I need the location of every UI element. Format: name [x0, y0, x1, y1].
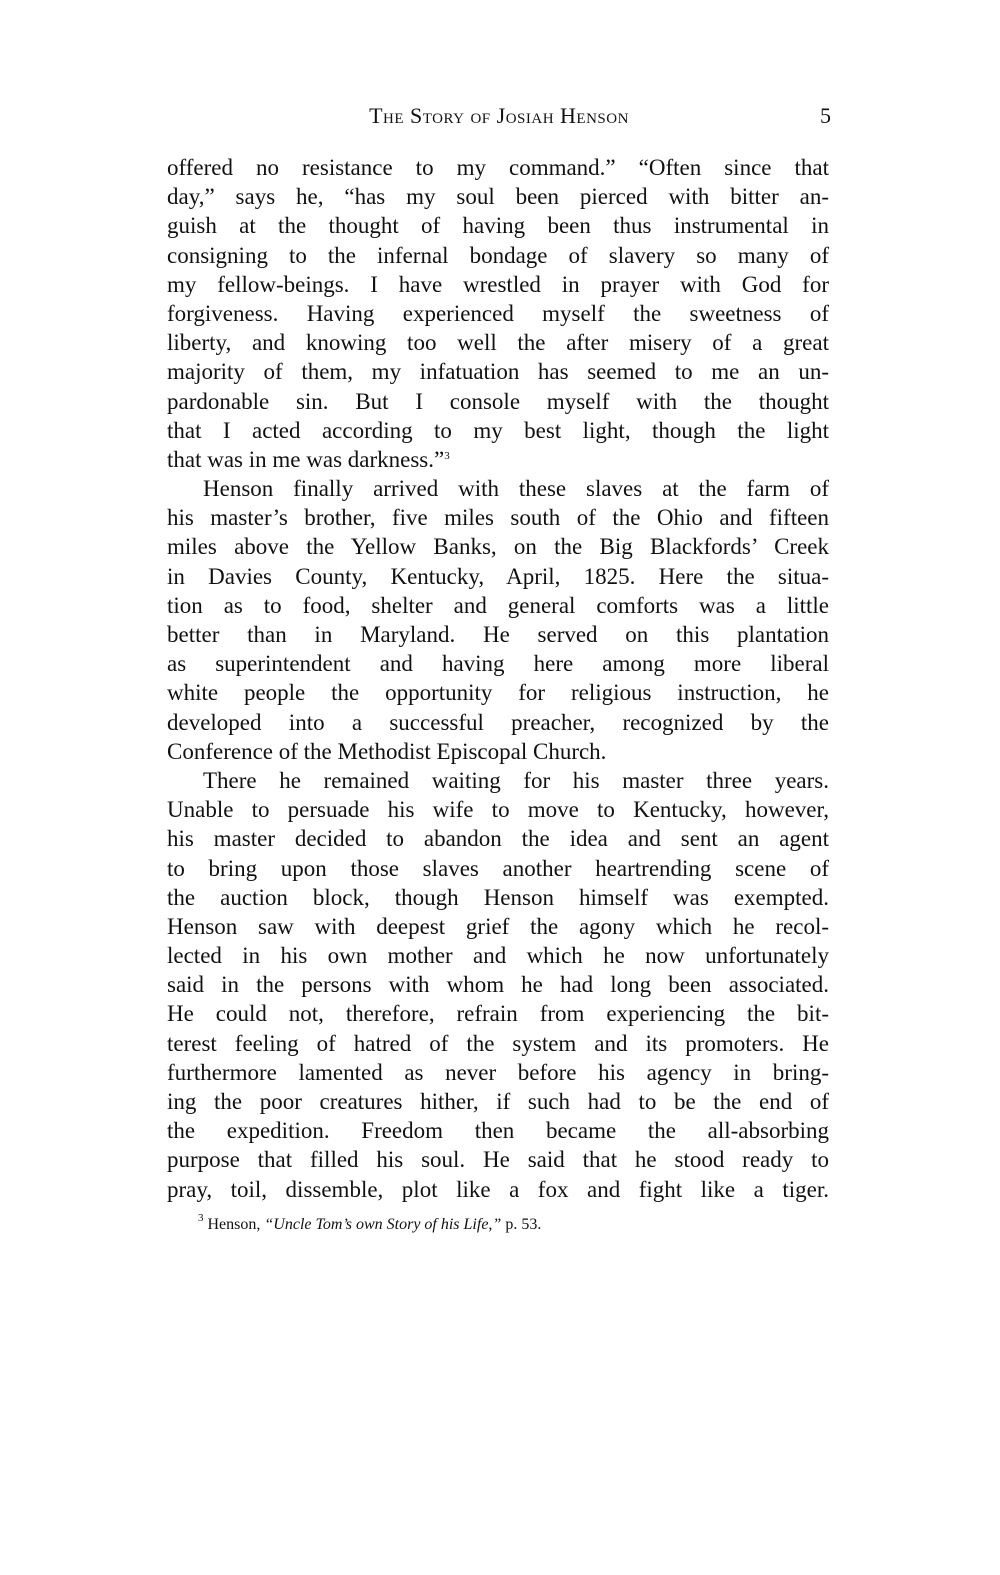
text-line: He could not, therefore, refrain from experiencing the bit- [167, 1001, 829, 1027]
text-line: ing the poor creatures hither, if such had to be the end of [167, 1089, 829, 1114]
text-line: day,” says he, “has my soul been pierced with bitter an- [167, 184, 829, 210]
footnote-title: “Uncle Tom’s own Story of his Life,” [264, 1216, 502, 1233]
text-line: the expedition. Freedom then became the all-absorbing [167, 1118, 829, 1144]
running-header [167, 103, 831, 133]
text-line: tion as to food, shelter and general comforts was a little [167, 592, 829, 618]
page-number: 5 [820, 103, 831, 128]
text-line: developed into a successful preacher, recognized by the [167, 709, 829, 735]
text-line: the auction block, though Henson himself was exempted. [167, 884, 829, 910]
text-line: majority of them, my infatuation has seemed to me an un- [167, 359, 829, 385]
text-line: my fellow-beings. I have wrestled in prayer with God for [167, 271, 829, 297]
text-line: his master’s brother, five miles south of the Ohio and fifteen [167, 505, 829, 531]
paragraph [167, 474, 829, 766]
text-line: said in the persons with whom he had long been associated. [167, 972, 829, 998]
text-line: to bring upon those slaves another heartrending scene of [167, 855, 829, 881]
text-line: Henson saw with deepest grief the agony which he recol- [167, 913, 829, 939]
body-text [167, 153, 829, 1204]
text-line: pardonable sin. But I console myself with the thought [167, 388, 829, 414]
text-line: guish at the thought of having been thus instrumental in [167, 213, 829, 239]
paragraph [167, 766, 829, 1204]
text-line: consigning to the infernal bondage of slavery so many of [167, 242, 829, 268]
text-line: in Davies County, Kentucky, April, 1825. Here the situa- [167, 563, 829, 589]
text-line: purpose that filled his soul. He said that he stood ready to [167, 1147, 829, 1173]
text-line: terest feeling of hatred of the system and its promoters. He [167, 1030, 829, 1056]
text-line: pray, toil, dissemble, plot like a fox and fight like a tiger. [167, 1176, 829, 1202]
footnote [198, 1212, 542, 1234]
text-line: Unable to persuade his wife to move to Kentucky, however, [167, 797, 829, 823]
paragraph [167, 153, 829, 474]
text-line: better than in Maryland. He served on this plantation [167, 622, 829, 647]
text-line: forgiveness. Having experienced myself the sweetness of [167, 300, 829, 326]
text-line: Henson finally arrived with these slaves at the farm of [203, 476, 829, 502]
text-line: Conference of the Methodist Episcopal Church. [167, 738, 607, 764]
text-line: that was in me was darkness.”$^3$ [167, 446, 450, 472]
footnote-page: p. 53. [505, 1216, 542, 1233]
footnote-reference: 3 [444, 449, 450, 462]
running-title: The Story of Josiah Henson [369, 103, 629, 128]
text-line: that I acted according to my best light, though the light [167, 417, 829, 443]
text-line: his master decided to abandon the idea and sent an agent [167, 826, 829, 852]
text-line: miles above the Yellow Banks, on the Big Blackfords’ Creek [167, 534, 829, 560]
text-line: offered no resistance to my command.” “Often since that [167, 155, 829, 180]
text-line: liberty, and knowing too well the after misery of a great [167, 330, 829, 356]
footnote-author: Henson, [207, 1216, 261, 1233]
footnote-number: 3 [198, 1212, 204, 1224]
text-line: lected in his own mother and which he now unfortunately [167, 943, 829, 969]
text-line: white people the opportunity for religious instruction, he [167, 680, 829, 706]
text-line: as superintendent and having here among more liberal [167, 651, 829, 677]
text-line: furthermore lamented as never before his agency in bring- [167, 1059, 829, 1085]
text-line: There he remained waiting for his master three years. [203, 767, 829, 793]
